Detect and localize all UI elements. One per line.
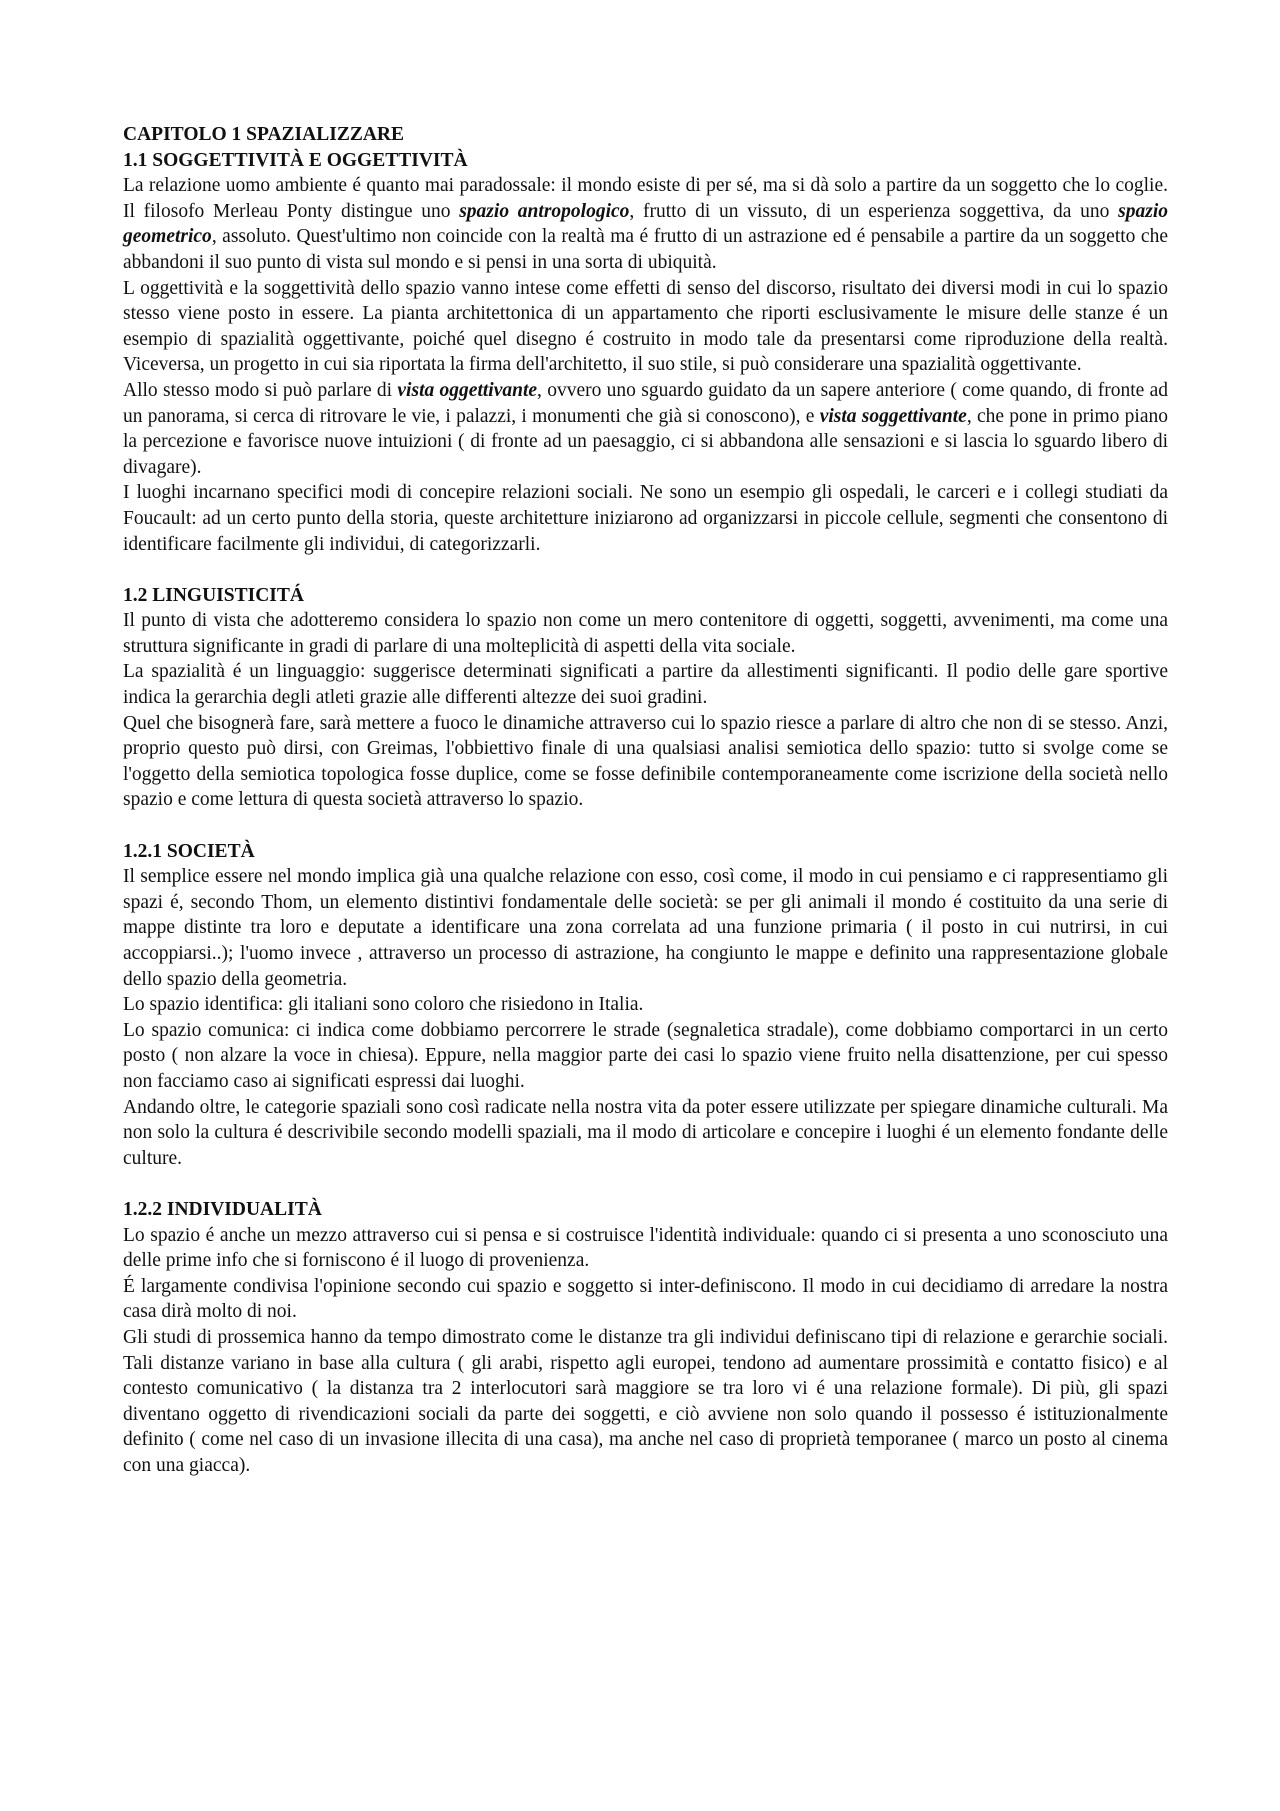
emphasis-term: vista soggettivante [819,405,967,427]
text-span: , ovvero uno sguardo guidato da un sapere anteriore ( come quando, di fronte ad un panorama, si cerca di ritrovare le vie, i palazzi, i monumenti che già si conoscono), e [123,379,1169,427]
text-span: , assoluto. Quest'ultimo non coincide con la realtà ma é frutto di un astrazione ed é pensabile a partire da un soggetto che abbandoni il suo punto di vista sul mondo e si pensi in una sorta di ubiquità. [123,226,1168,273]
paragraph: La spazialità é un linguaggio: suggerisce determinati significati a partire da allestimenti significanti. Il podio delle gare sportive indica la gerarchia degli atleti grazie alle differenti altezze dei suoi gradini. [123,661,1168,709]
paragraph: Il semplice essere nel mondo implica già una qualche relazione con esso, così come, il modo in cui pensiamo e ci rappresentiamo gli spazi é, secondo Thom, un elemento distintivi fondamentale delle società: se per gli animali il mondo é costituito da una serie di mappe distinte tra loro e deputate a identificare una zona correlata ad una funzione primaria ( il posto in cui nutrirsi, in cui accoppiarsi..); l'uomo invece , attraverso un processo di astrazione, ha congiunto le mappe e definito una rappresentazione globale dello spazio della geometria. [123,866,1168,990]
paragraph: Lo spazio é anche un mezzo attraverso cui si pensa e si costruisce l'identità individuale: quando ci si presenta a uno sconosciuto una delle prime info che si forniscono é il luogo di provenienza. [123,1224,1168,1272]
paragraph: I luoghi incarnano specifici modi di concepire relazioni sociali. Ne sono un esempio gli ospedali, le carceri e i collegi studiati da Foucault: ad un certo punto della storia, queste architetture iniziarono ad organizzarsi in piccole cellule, segmenti che consentono di identificare facilmente gli individui, di categorizzarli. [123,482,1168,555]
paragraph: Andando oltre, le categorie spaziali sono così radicate nella nostra vita da poter essere utilizzate per spiegare dinamiche culturali. Ma non solo la cultura é descrivibile secondo modelli spaziali, ma il modo di articolare e concepire i luoghi é un elemento fondante delle culture. [123,1096,1168,1169]
chapter-title: CAPITOLO 1 SPAZIALIZZARE [123,124,405,145]
section-title-1-1: 1.1 SOGGETTIVITÀ E OGGETTIVITÀ [123,149,468,171]
paragraph: Quel che bisognerà fare, sarà mettere a fuoco le dinamiche attraverso cui lo spazio riesce a parlare di altro che non di se stesso. Anzi, proprio questo può dirsi, con Greimas, l'obbiettivo finale di una qualsiasi analisi semiotica dello spazio: tutto si svolge come se l'oggetto della semiotica topologica fosse duplice, come se fosse definibile contemporaneamente come iscrizione della società nello spazio e come lettura di questa società attraverso lo spazio. [123,712,1168,811]
paragraph [123,173,1168,275]
paragraph: Lo spazio identifica: gli italiani sono coloro che risiedono in Italia. [123,994,644,1016]
paragraph: Gli studi di prossemica hanno da tempo dimostrato come le distanze tra gli individui definiscano tipi di relazione e gerarchie sociali. Tali distanze variano in base alla cultura ( gli arabi, rispetto agli europei, tendono ad aumentare prossimità e contatto fisico) e al contesto comunicativo ( la distanza tra 2 interlocutori sarà maggiore se tra loro vi é una relazione formale). Di più, gli spazi diventano oggetto di rivendicazioni sociali da parte dei soggetti, e ciò avviene non solo quando il possesso é istituzionalmente definito ( come nel caso di un invasione illecita di una casa), ma anche nel caso di proprietà temporanee ( marco un posto al cinema con una giacca). [123,1326,1168,1476]
paragraph: L oggettività e la soggettività dello spazio vanno intese come effetti di senso del discorso, risultato dei diversi modi in cui lo spazio stesso viene posto in essere. La pianta architettonica di un appartamento che riporti esclusivamente le misure delle stanze é un esempio di spazialità oggettivante, poiché quel disegno é costruito in modo tale da presentarsi come riproduzione della realtà. Viceversa, un progetto in cui sia riportata la firma dell'architetto, il suo stile, si può considerare una spazialità oggettivante. [123,277,1168,376]
emphasis-term: spazio geometrico [123,200,1168,248]
paragraph: Lo spazio comunica: ci indica come dobbiamo percorrere le strade (segnaletica stradale), come dobbiamo comportarci in un certo posto ( non alzare la voce in chiesa). Eppure, nella maggior parte dei casi lo spazio viene fruito nella disattenzione, per cui spesso non facciamo caso ai significati espressi dai luoghi. [123,1019,1168,1092]
emphasis-term: vista oggettivante [397,379,538,401]
document-page [123,122,1168,1478]
text-span: , frutto di un vissuto, di un esperienza soggettiva, da uno [629,200,1119,222]
text-span: , che pone in primo piano la percezione e favorisce nuove intuizioni ( di fronte ad un paesaggio, ci si abbandona alle sensazioni e si lascia lo sguardo libero di divagare). [123,405,1168,478]
text-span: Allo stesso modo si può parlare di [123,379,398,401]
paragraph: Il punto di vista che adotteremo considera lo spazio non come un mero contenitore di oggetti, soggetti, avvenimenti, ma come una struttura significante in gradi di parlare di una molteplicità di aspetti della vita sociale. [123,610,1168,657]
section-title-1-2-1: 1.2.1 SOCIETÀ [123,840,255,862]
paragraph [123,378,1168,480]
paragraph: É largamente condivisa l'opinione secondo cui spazio e soggetto si inter-definiscono. Il modo in cui decidiamo di arredare la nostra casa dirà molto di noi. [123,1275,1168,1323]
emphasis-term: spazio antropologico [459,200,630,222]
section-title-1-2-2: 1.2.2 INDIVIDUALITÀ [123,1198,322,1220]
section-title-1-2: 1.2 LINGUISTICITÁ [123,584,304,606]
text-span: La relazione uomo ambiente é quanto mai paradossale: il mondo esiste di per sé, ma si dà solo a partire da un soggetto che lo coglie. Il filosofo Merleau Ponty distingue uno [123,175,1168,222]
